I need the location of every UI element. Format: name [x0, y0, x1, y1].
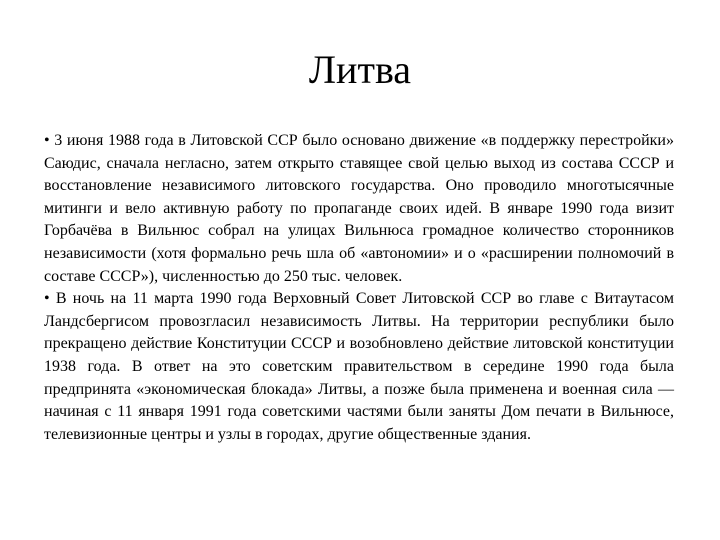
- bullet-paragraph-2: • В ночь на 11 марта 1990 года Верховный Совет Литовской ССР во главе с Витаутасом Ландсбергисом провозгласил независимость Литвы. На территории республики было прекращено действие Конституции СССР и возобновлено действие литовской конституции 1938 года. В ответ на это советским правительством в середине 1990 года была предпринята «экономическая блокада» Литвы, а позже была применена и военная сила — начиная с 11 января 1991 года советскими частями были заняты Дом печати в Вильнюсе, телевизионные центры и узлы в городах, другие общественные здания.: [44, 290, 674, 443]
- slide-title: Литва: [308, 47, 412, 92]
- bullet-paragraph-1: • 3 июня 1988 года в Литовской ССР было основано движение «в поддержку перестройки» Саюдис, сначала негласно, затем открыто ставящее свой целью выход из состава СССР и восстановление независимого литовского государства. Оно проводило многотысячные митинги и вело активную работу по пропаганде своих идей. В январе 1990 года визит Горбачёва в Вильнюс собрал на улицах Вильнюса громадное количество сторонников независимости (хотя формально речь шла об «автономии» и о «расширении полномочий в составе СССР»), численностью до 250 тыс. человек.: [44, 132, 674, 285]
- slide-body: [44, 130, 674, 446]
